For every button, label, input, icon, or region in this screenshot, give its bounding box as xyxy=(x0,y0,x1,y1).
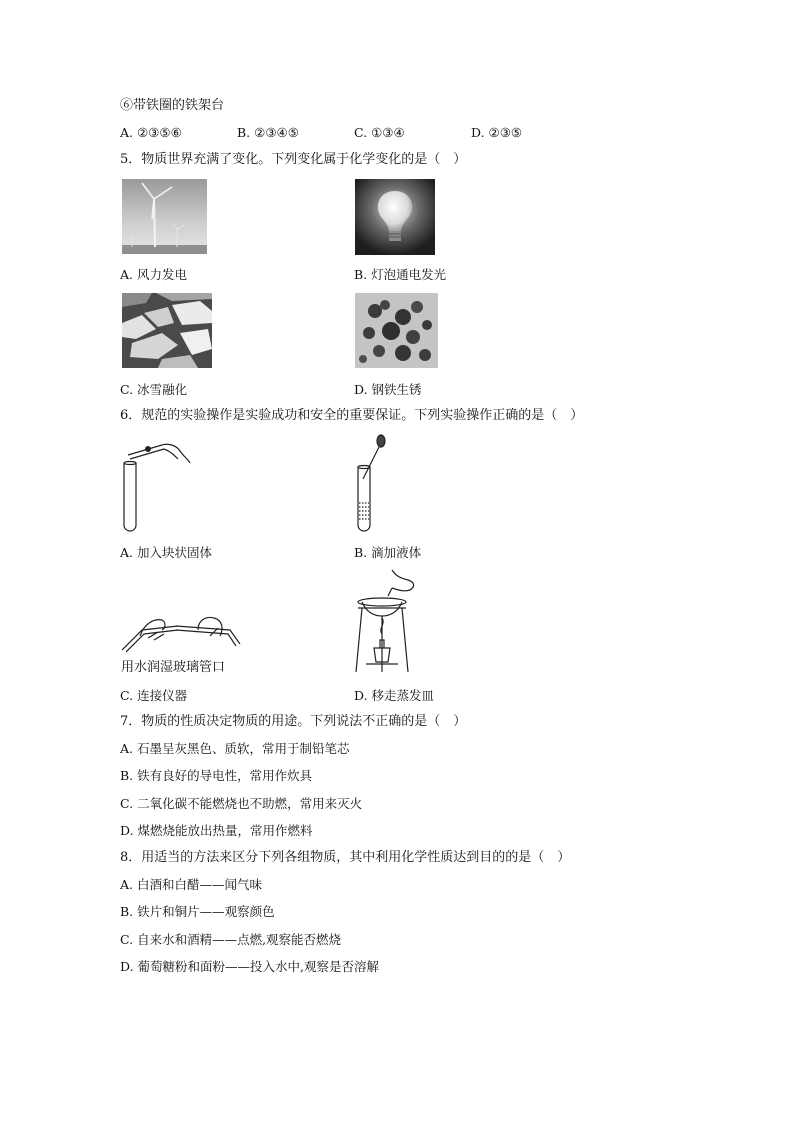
melting-ice-image xyxy=(122,293,212,368)
q8-option-d[interactable]: D. 葡萄糖粉和面粉——投入水中,观察是否溶解 xyxy=(120,959,379,974)
wind-turbine-image xyxy=(122,179,207,254)
q5-stem: 5．物质世界充满了变化。下列变化属于化学变化的是（ ） xyxy=(120,152,467,167)
light-bulb-image xyxy=(355,179,435,255)
q7-option-d[interactable]: D. 煤燃烧能放出热量，常用作燃料 xyxy=(120,823,313,838)
q8-option-c[interactable]: C. 自来水和酒精——点燃,观察能否燃烧 xyxy=(120,932,342,947)
connect-apparatus-diagram xyxy=(118,610,243,658)
q6-option-c[interactable]: C. 连接仪器 xyxy=(120,688,188,703)
q7-option-c[interactable]: C. 二氧化碳不能燃烧也不助燃，常用来灭火 xyxy=(120,796,363,811)
q7-stem: 7．物质的性质决定物质的用途。下列说法不正确的是（ ） xyxy=(120,714,467,729)
q8-stem: 8．用适当的方法来区分下列各组物质，其中利用化学性质达到目的的是（ ） xyxy=(120,850,571,865)
q4-option-d[interactable]: D. ②③⑤ xyxy=(471,125,523,140)
evaporating-dish-diagram xyxy=(352,568,422,678)
q5-option-c[interactable]: C. 冰雪融化 xyxy=(120,382,188,397)
q5-option-b[interactable]: B. 灯泡通电发光 xyxy=(354,267,447,282)
q6-option-b[interactable]: B. 滴加液体 xyxy=(354,545,422,560)
q8-option-a[interactable]: A. 白酒和白醋——闻气味 xyxy=(120,877,262,892)
q7-option-a[interactable]: A. 石墨呈灰黑色、质软，常用于制铅笔芯 xyxy=(120,741,350,756)
q5-option-a[interactable]: A. 风力发电 xyxy=(120,267,187,282)
add-solid-diagram xyxy=(118,433,198,533)
q6-option-a[interactable]: A. 加入块状固体 xyxy=(120,545,212,560)
q4-option-a[interactable]: A. ②③⑤⑥ xyxy=(120,125,182,140)
rusted-steel-image xyxy=(355,293,438,368)
q6-stem: 6．规范的实验操作是实验成功和安全的重要保证。下列实验操作正确的是（ ） xyxy=(120,408,584,423)
figure-caption: 用水润湿玻璃管口 xyxy=(121,660,226,675)
dropper-diagram xyxy=(350,433,395,533)
q5-option-d[interactable]: D. 钢铁生锈 xyxy=(354,382,422,397)
q8-option-b[interactable]: B. 铁片和铜片——观察颜色 xyxy=(120,904,275,919)
q4-option-6-text: ⑥带铁圈的铁架台 xyxy=(120,98,225,113)
q4-option-c[interactable]: C. ①③④ xyxy=(354,125,405,140)
q4-option-b[interactable]: B. ②③④⑤ xyxy=(237,125,299,140)
q7-option-b[interactable]: B. 铁有良好的导电性，常用作炊具 xyxy=(120,768,313,783)
q6-option-d[interactable]: D. 移走蒸发皿 xyxy=(354,688,435,703)
